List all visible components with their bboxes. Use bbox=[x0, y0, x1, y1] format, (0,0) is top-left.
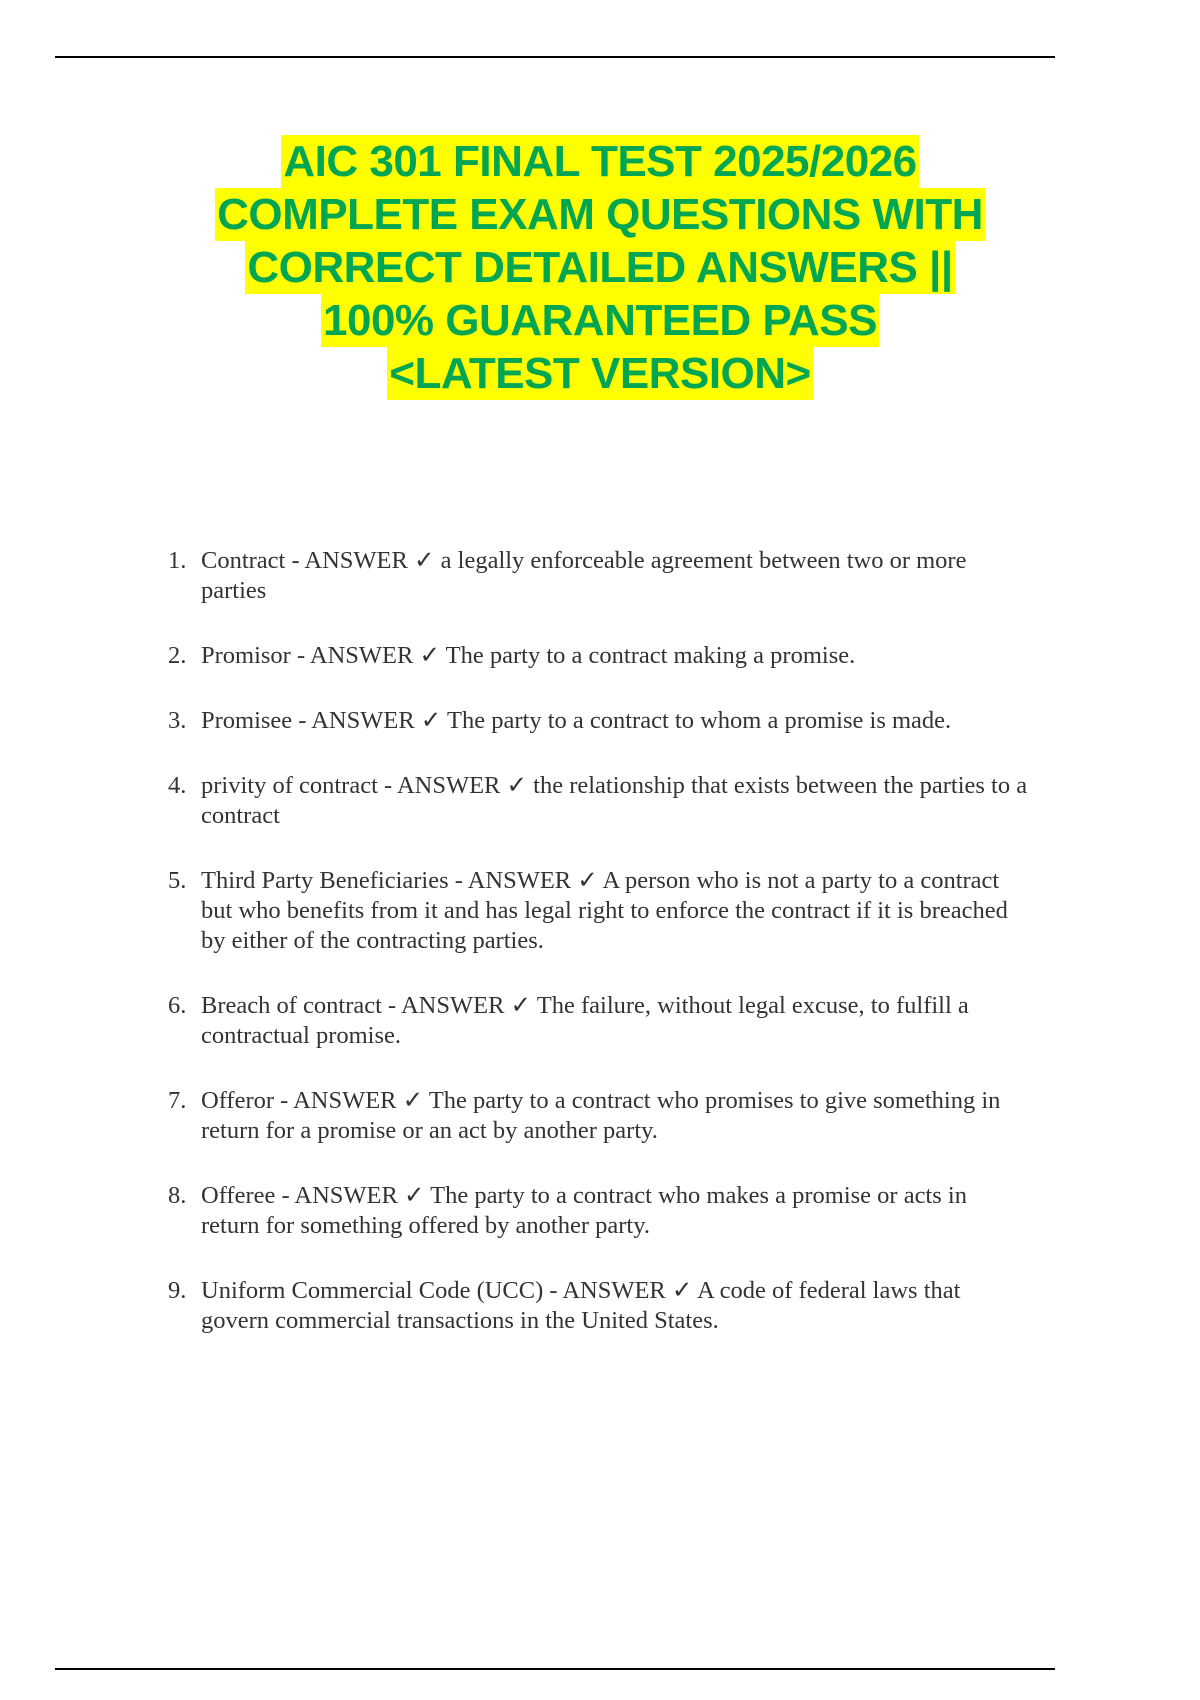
item-number: 3. bbox=[168, 707, 187, 734]
title-line: AIC 301 FINAL TEST 2025/2026 bbox=[283, 137, 917, 186]
list-item bbox=[168, 991, 1028, 1051]
list-item bbox=[168, 641, 1028, 671]
item-number: 2. bbox=[168, 642, 187, 669]
item-number: 8. bbox=[168, 1182, 187, 1209]
list-item bbox=[168, 1181, 1028, 1241]
item-number: 4. bbox=[168, 772, 187, 799]
item-text: Third Party Beneficiaries - ANSWER ✓ A person who is not a party to a contract but who benefits from it and has legal right to enforce the contract if it is breached by either of the contracting parties. bbox=[201, 867, 1008, 954]
item-text: privity of contract - ANSWER ✓ the relationship that exists between the parties to a contract bbox=[201, 772, 1028, 829]
item-number: 7. bbox=[168, 1087, 187, 1114]
list-item bbox=[168, 546, 1028, 606]
title-line: COMPLETE EXAM QUESTIONS WITH bbox=[217, 190, 983, 239]
footer-rule bbox=[55, 1668, 1055, 1670]
title-line: <LATEST VERSION> bbox=[389, 349, 811, 398]
title-line: 100% GUARANTEED PASS bbox=[323, 296, 877, 345]
item-text: Contract - ANSWER ✓ a legally enforceable agreement between two or more parties bbox=[201, 547, 967, 604]
item-text: Uniform Commercial Code (UCC) - ANSWER ✓ A code of federal laws that govern commercial transactions in the United States. bbox=[201, 1277, 961, 1334]
list-item bbox=[168, 1276, 1028, 1336]
list-item bbox=[168, 1086, 1028, 1146]
item-number: 5. bbox=[168, 867, 187, 894]
header-rule bbox=[55, 56, 1055, 58]
item-number: 9. bbox=[168, 1277, 187, 1304]
document-title bbox=[0, 135, 1200, 400]
item-text: Offeror - ANSWER ✓ The party to a contract who promises to give something in return for a promise or an act by another party. bbox=[201, 1087, 1001, 1144]
question-list bbox=[168, 546, 1028, 1371]
list-item bbox=[168, 706, 1028, 736]
item-text: Promisee - ANSWER ✓ The party to a contract to whom a promise is made. bbox=[201, 707, 952, 734]
item-number: 6. bbox=[168, 992, 187, 1019]
item-text: Promisor - ANSWER ✓ The party to a contract making a promise. bbox=[201, 642, 856, 669]
list-item bbox=[168, 866, 1028, 956]
item-text: Breach of contract - ANSWER ✓ The failure, without legal excuse, to fulfill a contractual promise. bbox=[201, 992, 969, 1049]
list-item bbox=[168, 771, 1028, 831]
item-text: Offeree - ANSWER ✓ The party to a contract who makes a promise or acts in return for something offered by another party. bbox=[201, 1182, 967, 1239]
item-number: 1. bbox=[168, 547, 187, 574]
title-line: CORRECT DETAILED ANSWERS || bbox=[247, 243, 953, 292]
